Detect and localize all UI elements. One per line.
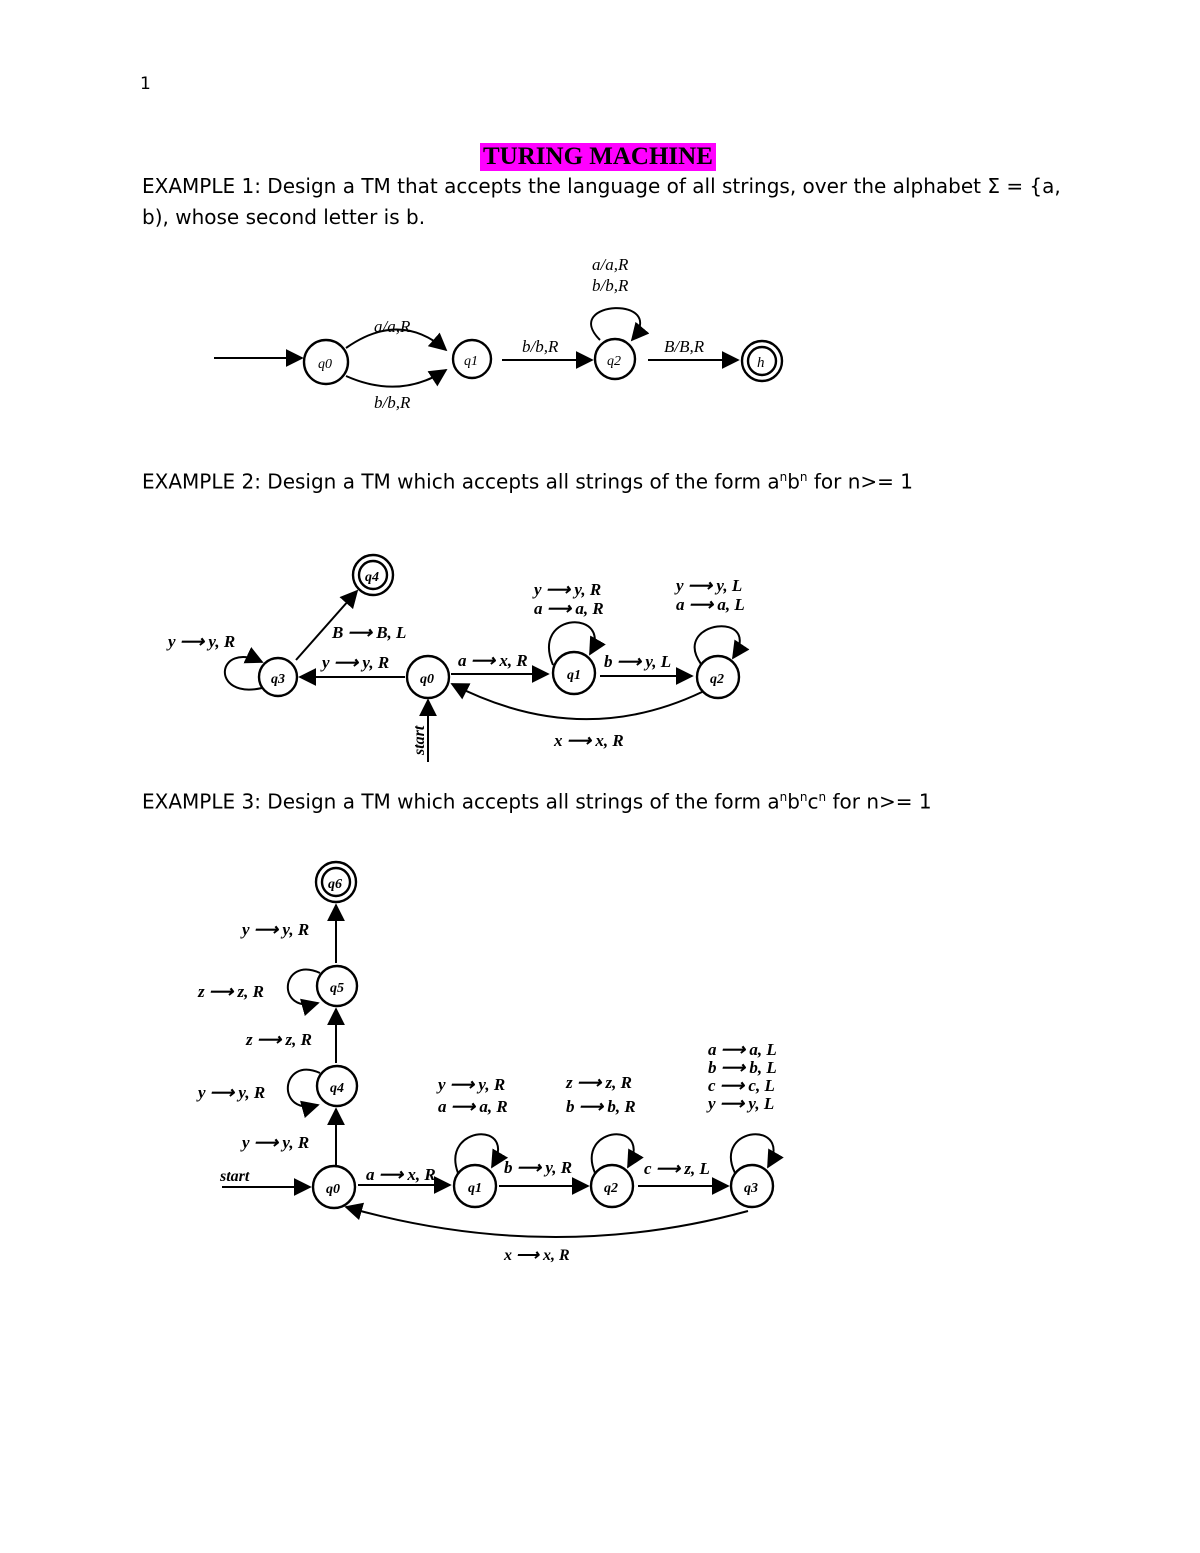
state-q4	[317, 1066, 357, 1106]
loop-q1-label-2: a ⟶ a, R	[534, 599, 604, 618]
loop-q2-label-1: a/a,R	[592, 255, 629, 274]
edge-q0-q4-label: y ⟶ y, R	[242, 1133, 310, 1152]
state-q6-label: q6	[328, 877, 342, 892]
loop-q3-label-1: a ⟶ a, L	[708, 1040, 777, 1059]
loop-q2-label-2: b ⟶ b, R	[566, 1097, 636, 1116]
edge-q3-q4-label: B ⟶ B, L	[332, 623, 407, 642]
edge-q5-q6-label: y ⟶ y, R	[242, 920, 310, 939]
state-q0-label: q0	[420, 672, 434, 687]
start-label: start	[220, 1168, 250, 1185]
state-q5-label: q5	[330, 981, 344, 996]
edge-q2-q3-label: c ⟶ z, L	[644, 1159, 710, 1178]
edge-q0-q1-label: a ⟶ x, R	[366, 1165, 436, 1184]
page-title: TURING MACHINE	[480, 143, 716, 171]
edge-q2-h-label: B/B,R	[664, 337, 705, 356]
state-q1	[553, 652, 595, 694]
loop-q1-label-1: y ⟶ y, R	[438, 1075, 506, 1094]
state-q1-label: q1	[567, 668, 581, 683]
loop-q3-label: y ⟶ y, R	[168, 632, 236, 651]
edge-q0-q1-bottom-label: b/b,R	[374, 393, 411, 412]
state-h-label: h	[757, 355, 765, 371]
example-3-text: EXAMPLE 3: Design a TM which accepts all strings of the form $a^nb^nc^n$ for n>= 1	[142, 789, 932, 814]
loop-q5	[288, 970, 320, 1005]
loop-q3	[225, 657, 262, 689]
page-number: 1	[140, 74, 151, 94]
loop-q1-label-1: y ⟶ y, R	[534, 580, 602, 599]
state-q0	[304, 340, 348, 384]
state-q3-label: q3	[744, 1181, 758, 1196]
edge-q0-q1-top-label: a/a,R	[374, 317, 411, 336]
state-q3-label: q3	[271, 672, 285, 687]
edge-q3-q0-label: x ⟶ x, R	[504, 1247, 570, 1264]
state-q4-label: q4	[330, 1081, 344, 1096]
loop-q3-label-4: y ⟶ y, L	[708, 1094, 775, 1113]
edge-q0-q1-bottom	[346, 370, 446, 387]
state-q1	[454, 1165, 496, 1207]
loop-q2-label-1: z ⟶ z, R	[566, 1073, 632, 1092]
loop-q2	[591, 308, 640, 340]
edge-q1-q2-label: b ⟶ y, L	[604, 652, 672, 671]
state-q0	[407, 656, 449, 698]
state-q6	[316, 862, 356, 902]
state-q1	[453, 340, 491, 378]
state-q4-label: q4	[365, 570, 379, 585]
loop-q2-label-1: y ⟶ y, L	[676, 576, 743, 595]
loop-q4	[288, 1070, 320, 1107]
state-q1-label: q1	[464, 354, 478, 369]
edge-q1-q2-label: b/b,R	[522, 337, 559, 356]
state-q2-label: q2	[604, 1181, 618, 1196]
example-1-text: EXAMPLE 1: Design a TM that accepts the language of all strings, over the alphabet Σ = {a, b), whose second letter is b.	[142, 174, 1061, 229]
loop-q3-label-3: c ⟶ c, L	[708, 1076, 775, 1095]
loop-q2-label-2: a ⟶ a, L	[676, 595, 745, 614]
state-q2-label: q2	[607, 354, 621, 369]
state-q3	[731, 1165, 773, 1207]
edge-q0-q1-label: a ⟶ x, R	[458, 651, 528, 670]
loop-q2-label-2: b/b,R	[592, 276, 629, 295]
state-q2-label: q2	[710, 672, 724, 687]
example-1-diagram	[0, 240, 1200, 430]
state-q4	[353, 555, 393, 595]
loop-q5-label: z ⟶ z, R	[198, 982, 264, 1001]
example-3-diagram	[0, 855, 1200, 1275]
state-q0	[313, 1166, 355, 1208]
state-q0-label: q0	[318, 357, 332, 372]
state-q5	[317, 966, 357, 1006]
edge-q0-q3-label: y ⟶ y, R	[322, 653, 390, 672]
state-h	[742, 341, 782, 381]
example-2-diagram	[0, 550, 1200, 770]
example-2-text: EXAMPLE 2: Design a TM which accepts all strings of the form $a^nb^n$ for n>= 1	[142, 469, 914, 494]
state-q1-label: q1	[468, 1181, 482, 1196]
state-q2	[697, 656, 739, 698]
state-q2	[595, 339, 635, 379]
state-q0-label: q0	[326, 1182, 340, 1197]
edge-q2-q0-label: x ⟶ x, R	[554, 731, 624, 750]
loop-q3-label-2: b ⟶ b, L	[708, 1058, 777, 1077]
loop-q1-label-2: a ⟶ a, R	[438, 1097, 508, 1116]
edge-q3-q0	[346, 1207, 748, 1237]
state-q3	[259, 658, 297, 696]
edge-q4-q5-label: z ⟶ z, R	[246, 1030, 312, 1049]
edge-q1-q2-label: b ⟶ y, R	[504, 1158, 573, 1177]
state-q2	[591, 1165, 633, 1207]
start-label: start	[411, 725, 428, 755]
loop-q4-label: y ⟶ y, R	[198, 1083, 266, 1102]
